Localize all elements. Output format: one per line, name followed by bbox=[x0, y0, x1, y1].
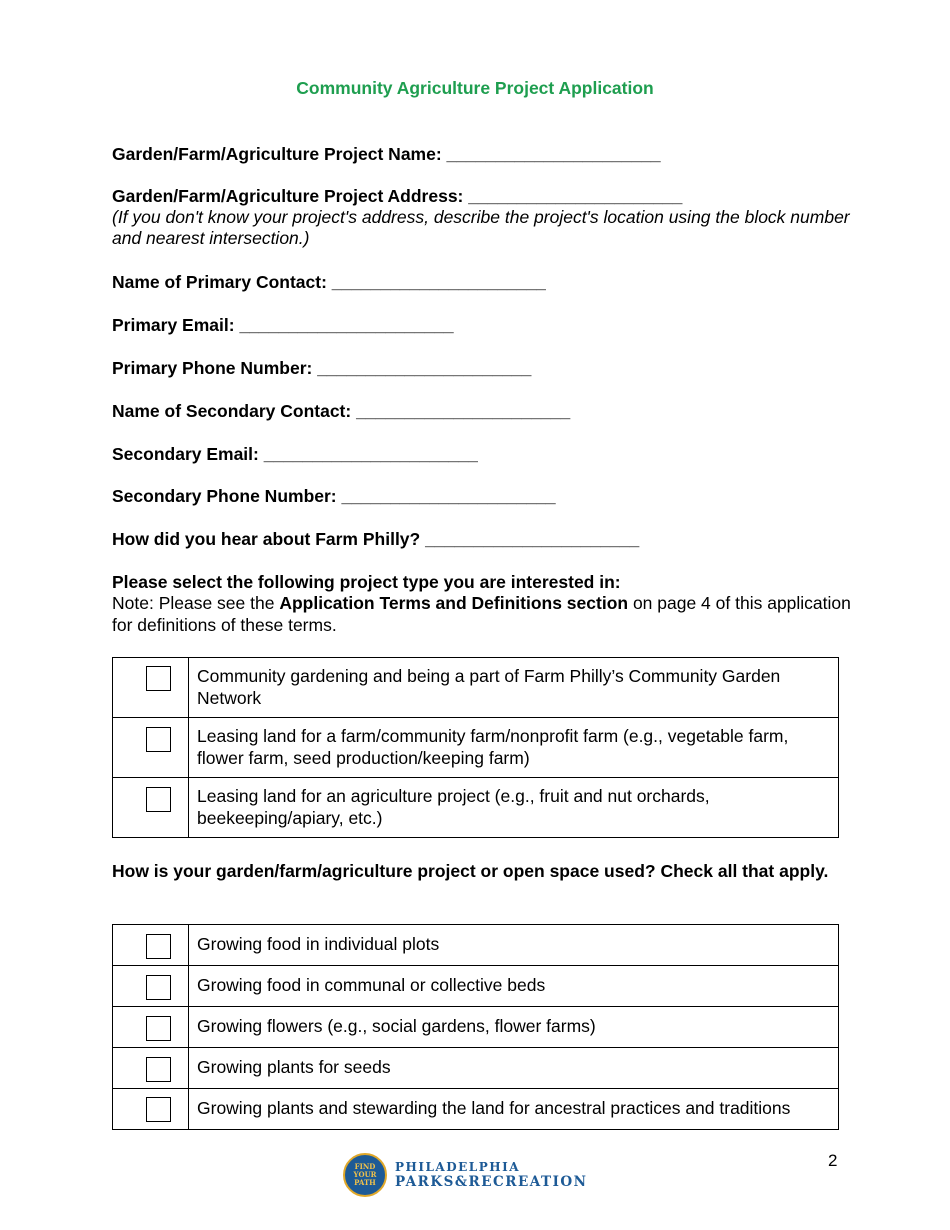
project-address-field bbox=[112, 185, 682, 207]
table-row bbox=[113, 925, 839, 966]
logo-line-parks-recreation: PARKS&RECREATION bbox=[395, 1174, 588, 1190]
page-number: 2 bbox=[828, 1151, 838, 1170]
primary-contact-label: Name of Primary Contact: bbox=[112, 272, 327, 292]
usage-option-label: Growing plants for seeds bbox=[189, 1048, 839, 1089]
project-type-checkbox-agriculture-lease[interactable] bbox=[146, 787, 171, 812]
project-type-note bbox=[112, 593, 852, 636]
table-row bbox=[113, 966, 839, 1007]
primary-phone-label: Primary Phone Number: bbox=[112, 358, 313, 378]
referral-source-label: How did you hear about Farm Philly? bbox=[112, 529, 421, 549]
table-row bbox=[113, 658, 839, 718]
table-row bbox=[113, 1048, 839, 1089]
logo-line-philadelphia: PHILADELPHIA bbox=[395, 1160, 520, 1174]
seal-line: PATH bbox=[354, 1178, 376, 1187]
project-name-label: Garden/Farm/Agriculture Project Name: bbox=[112, 144, 442, 164]
primary-phone-field bbox=[112, 357, 531, 379]
project-type-option-label: Leasing land for an agriculture project (e.g., fruit and nut orchards, beekeeping/apiary, etc.) bbox=[189, 778, 839, 838]
secondary-email-field bbox=[112, 443, 478, 465]
usage-checkbox-individual-plots[interactable] bbox=[146, 934, 171, 959]
table-row bbox=[113, 778, 839, 838]
table-row bbox=[113, 1007, 839, 1048]
secondary-email-label: Secondary Email: bbox=[112, 444, 259, 464]
usage-option-label: Growing food in communal or collective beds bbox=[189, 966, 839, 1007]
primary-email-field bbox=[112, 314, 454, 336]
secondary-contact-input[interactable]: ______________________ bbox=[356, 401, 571, 421]
logo-wordmark bbox=[395, 1160, 588, 1190]
table-row bbox=[113, 718, 839, 778]
parks-recreation-logo bbox=[343, 1153, 588, 1197]
usage-checkbox-ancestral-practices[interactable] bbox=[146, 1097, 171, 1122]
secondary-phone-input[interactable]: ______________________ bbox=[341, 486, 556, 506]
usage-checkbox-flowers[interactable] bbox=[146, 1016, 171, 1041]
note-suffix: on page 4 of this application for definitions of these terms. bbox=[112, 593, 851, 635]
table-row bbox=[113, 1089, 839, 1130]
usage-option-label: Growing plants and stewarding the land for ancestral practices and traditions bbox=[189, 1089, 839, 1130]
project-type-heading: Please select the following project type you are interested in: bbox=[112, 572, 621, 592]
usage-checkbox-communal-beds[interactable] bbox=[146, 975, 171, 1000]
secondary-phone-label: Secondary Phone Number: bbox=[112, 486, 337, 506]
usage-heading: How is your garden/farm/agriculture project or open space used? Check all that apply. bbox=[112, 861, 829, 881]
usage-table bbox=[112, 924, 839, 1130]
secondary-contact-field bbox=[112, 400, 570, 422]
project-name-field bbox=[112, 143, 661, 165]
project-type-option-label: Community gardening and being a part of Farm Philly’s Community Garden Network bbox=[189, 658, 839, 718]
usage-option-label: Growing food in individual plots bbox=[189, 925, 839, 966]
primary-contact-input[interactable]: ______________________ bbox=[331, 272, 546, 292]
usage-option-label: Growing flowers (e.g., social gardens, flower farms) bbox=[189, 1007, 839, 1048]
primary-phone-input[interactable]: ______________________ bbox=[317, 358, 532, 378]
primary-email-input[interactable]: ______________________ bbox=[239, 315, 454, 335]
secondary-phone-field bbox=[112, 485, 556, 507]
project-type-option-label: Leasing land for a farm/community farm/nonprofit farm (e.g., vegetable farm, flower farm, seed production/keeping farm) bbox=[189, 718, 839, 778]
note-prefix: Note: Please see the bbox=[112, 593, 280, 613]
primary-contact-field bbox=[112, 271, 546, 293]
project-address-input[interactable]: ______________________ bbox=[468, 186, 683, 206]
note-terms-link: Application Terms and Definitions section bbox=[279, 593, 629, 613]
usage-checkbox-seeds[interactable] bbox=[146, 1057, 171, 1082]
seal-line: YOUR bbox=[353, 1170, 377, 1179]
referral-source-field bbox=[112, 528, 639, 550]
project-type-checkbox-farm-lease[interactable] bbox=[146, 727, 171, 752]
project-address-label: Garden/Farm/Agriculture Project Address: bbox=[112, 186, 464, 206]
project-type-checkbox-community-gardening[interactable] bbox=[146, 666, 171, 691]
find-your-path-seal-icon bbox=[343, 1153, 387, 1197]
primary-email-label: Primary Email: bbox=[112, 315, 235, 335]
project-type-table bbox=[112, 657, 839, 838]
referral-source-input[interactable]: ______________________ bbox=[425, 529, 640, 549]
project-name-input[interactable]: ______________________ bbox=[446, 144, 661, 164]
page-title: Community Agriculture Project Application bbox=[296, 78, 654, 98]
seal-line: FIND bbox=[354, 1162, 376, 1171]
secondary-contact-label: Name of Secondary Contact: bbox=[112, 401, 352, 421]
address-hint: (If you don't know your project's address, describe the project's location using the block number and nearest intersection.) bbox=[112, 207, 850, 248]
secondary-email-input[interactable]: ______________________ bbox=[263, 444, 478, 464]
